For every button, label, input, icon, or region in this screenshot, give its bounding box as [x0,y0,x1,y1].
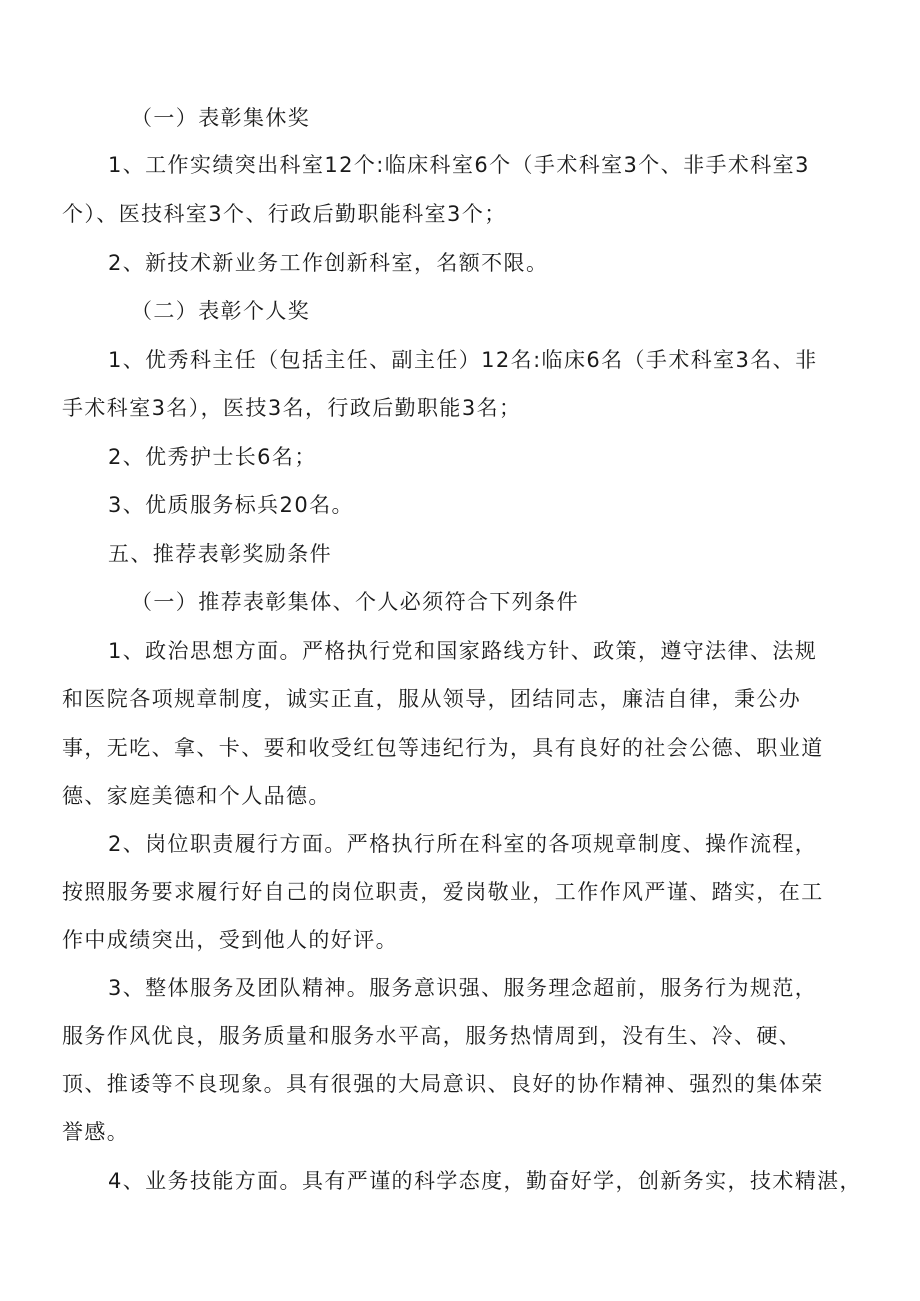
paragraph-line: 顶、推诿等不良现象。具有很强的大局意识、良好的协作精神、强烈的集体荣 [62,1072,824,1096]
paragraph-line: 服务作风优良，服务质量和服务水平高，服务热情周到，没有生、冷、硬、 [62,1024,802,1048]
paragraph-line: 作中成绩突出，受到他人的好评。 [62,928,398,952]
paragraph-line: 事，无吃、拿、卡、要和收受红包等违纪行为，具有良好的社会公德、职业道 [62,736,824,760]
section-heading-conditions: 五、推荐表彰奖励条件 [108,542,332,566]
paragraph-line: 2、优秀护士长6名； [108,445,317,469]
section-heading-collective-awards: （一）表彰集休奖 [131,106,311,130]
paragraph-line: 4、业务技能方面。具有严谨的科学态度，勤奋好学，创新务实，技术精湛， [108,1169,862,1193]
paragraph-line: 2、岗位职责履行方面。严格执行所在科室的各项规章制度、操作流程， [108,832,818,856]
paragraph-line: 按照服务要求履行好自己的岗位职责，爱岗敬业，工作作风严谨、踏实，在工 [62,880,824,904]
paragraph-line: 和医院各项规章制度，诚实正直，服从领导，团结同志，廉洁自律，秉公办 [62,687,802,711]
paragraph-line: 德、家庭美德和个人品德。 [62,784,331,808]
paragraph-line: 手术科室3名），医技3名，行政后勤职能3名； [62,396,522,420]
section-heading-individual-awards: （二）表彰个人奖 [131,299,311,323]
paragraph-line: 誉感。 [62,1120,130,1144]
paragraph-line: 个）、医技科室3个、行政后勤职能科室3个； [62,202,507,226]
paragraph-line: 3、优质服务标兵20名。 [108,493,354,517]
subsection-heading: （一）推荐表彰集体、个人必须符合下列条件 [131,590,579,614]
paragraph-line: 2、新技术新业务工作创新科室，名额不限。 [108,251,549,275]
paragraph-line: 1、优秀科主任（包括主任、副主任）12名:临床6名（手术科室3名、非 [108,348,818,372]
paragraph-line: 1、政治思想方面。严格执行党和国家路线方针、政策，遵守法律、法规 [108,639,818,663]
paragraph-line: 1、工作实绩突出科室12个:临床科室6个（手术科室3个、非手术科室3 [108,153,810,177]
paragraph-line: 3、整体服务及团队精神。服务意识强、服务理念超前，服务行为规范， [108,976,818,1000]
